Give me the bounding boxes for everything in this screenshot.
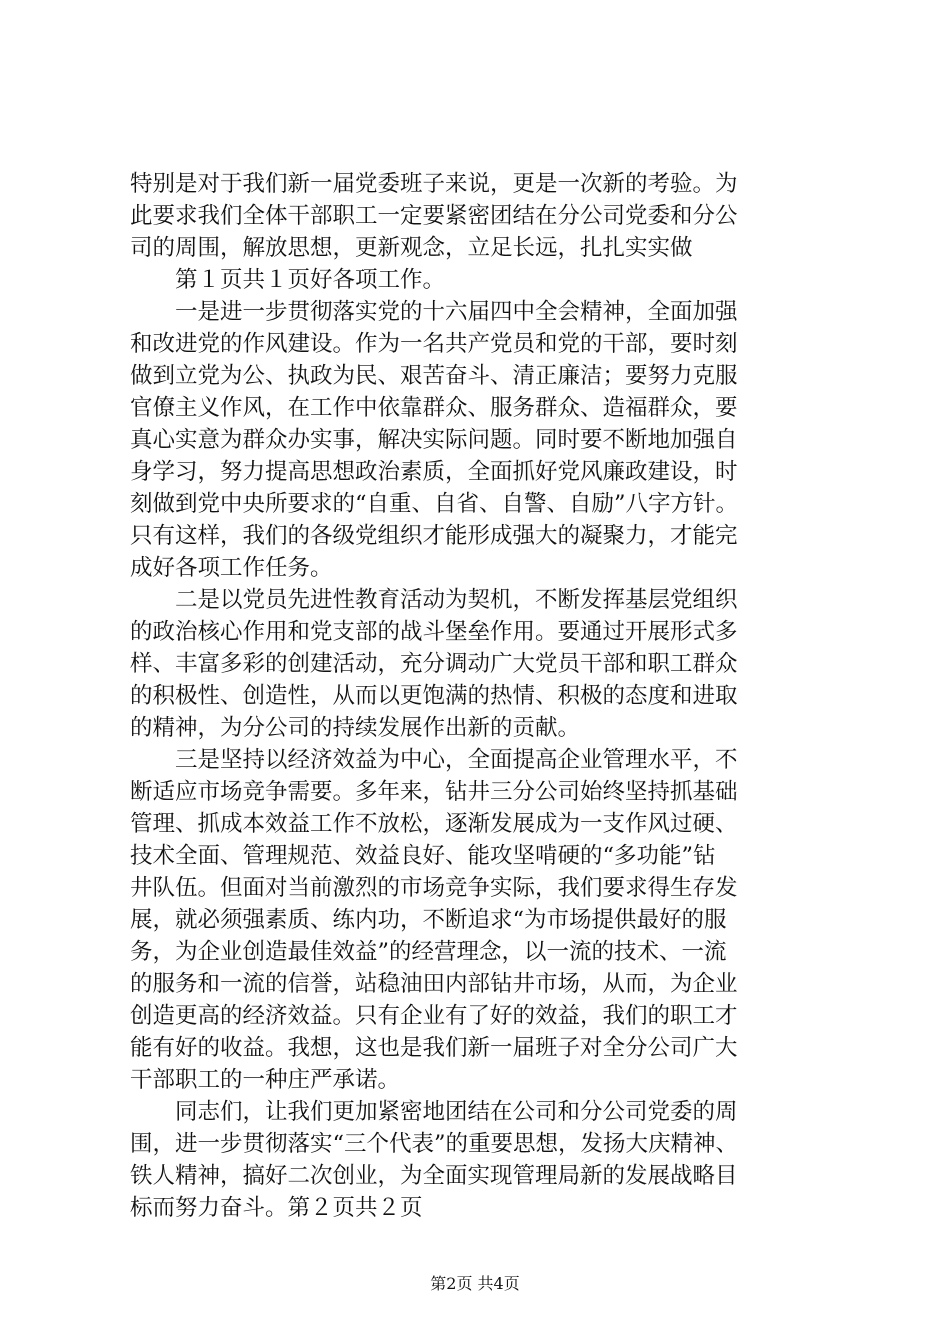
text-line: 的积极性、创造性，从而以更饱满的热情、积极的态度和进取 — [130, 683, 738, 709]
text-line: 成好各项工作任务。 — [130, 555, 333, 581]
text-line: 展，就必须强素质、练内功，不断追求“为市场提供最好的服 — [130, 907, 727, 933]
text-line: 二是以党员先进性教育活动为契机，不断发挥基层党组织 — [130, 587, 738, 613]
page-footer: 第2页 共4页 — [430, 1274, 520, 1293]
text-line: 刻做到党中央所要求的“自重、自省、自警、自励”八字方针。 — [130, 491, 739, 517]
text-line: 此要求我们全体干部职工一定要紧密团结在分公司党委和分公 — [130, 203, 738, 229]
text-line: 的精神，为分公司的持续发展作出新的贡献。 — [130, 715, 581, 741]
text-line: 同志们，让我们更加紧密地团结在公司和分公司党委的周 — [130, 1099, 738, 1125]
text-line: 的政治核心作用和党支部的战斗堡垒作用。要通过开展形式多 — [130, 619, 738, 645]
text-line: 的服务和一流的信誉，站稳油田内部钻井市场，从而，为企业 — [130, 971, 738, 997]
text-line: 身学习，努力提高思想政治素质，全面抓好党风廉政建设，时 — [130, 459, 738, 485]
text-line: 样、丰富多彩的创建活动，充分调动广大党员干部和职工群众 — [130, 651, 738, 677]
text-line: 第１页共１页好各项工作。 — [130, 267, 446, 293]
text-line: 务，为企业创造最佳效益”的经营理念，以一流的技术、一流 — [130, 939, 727, 965]
text-line: 三是坚持以经济效益为中心，全面提高企业管理水平，不 — [130, 747, 738, 773]
text-line: 干部职工的一种庄严承诺。 — [130, 1067, 401, 1093]
text-line: 管理、抓成本效益工作不放松，逐渐发展成为一支作风过硬、 — [130, 811, 738, 837]
text-line: 司的周围，解放思想，更新观念，立足长远，扎扎实实做 — [130, 235, 693, 261]
text-line: 围，进一步贯彻落实“三个代表”的重要思想，发扬大庆精神、 — [130, 1131, 739, 1157]
text-line: 技术全面、管理规范、效益良好、能攻坚啃硬的“多功能”钻 — [130, 843, 716, 869]
text-line: 创造更高的经济效益。只有企业有了好的效益，我们的职工才 — [130, 1003, 738, 1029]
text-line: 做到立党为公、执政为民、艰苦奋斗、清正廉洁；要努力克服 — [130, 363, 738, 389]
text-line: 官僚主义作风，在工作中依靠群众、服务群众、造福群众，要 — [130, 395, 738, 421]
text-line: 只有这样，我们的各级党组织才能形成强大的凝聚力，才能完 — [130, 523, 738, 549]
text-line: 真心实意为群众办实事，解决实际问题。同时要不断地加强自 — [130, 427, 738, 453]
body-text — [130, 168, 830, 1224]
text-line: 特别是对于我们新一届党委班子来说，更是一次新的考验。为 — [130, 171, 738, 197]
text-line: 井队伍。但面对当前激烈的市场竞争实际，我们要求得生存发 — [130, 875, 738, 901]
text-line: 一是进一步贯彻落实党的十六届四中全会精神，全面加强 — [130, 299, 738, 325]
text-line: 铁人精神，搞好二次创业，为全面实现管理局新的发展战略目 — [130, 1163, 738, 1189]
text-line: 断适应市场竞争需要。多年来，钻井三分公司始终坚持抓基础 — [130, 779, 738, 805]
text-line: 和改进党的作风建设。作为一名共产党员和党的干部，要时刻 — [130, 331, 738, 357]
text-line: 能有好的收益。我想，这也是我们新一届班子对全分公司广大 — [130, 1035, 738, 1061]
text-line: 标而努力奋斗。第２页共２页 — [130, 1195, 423, 1221]
